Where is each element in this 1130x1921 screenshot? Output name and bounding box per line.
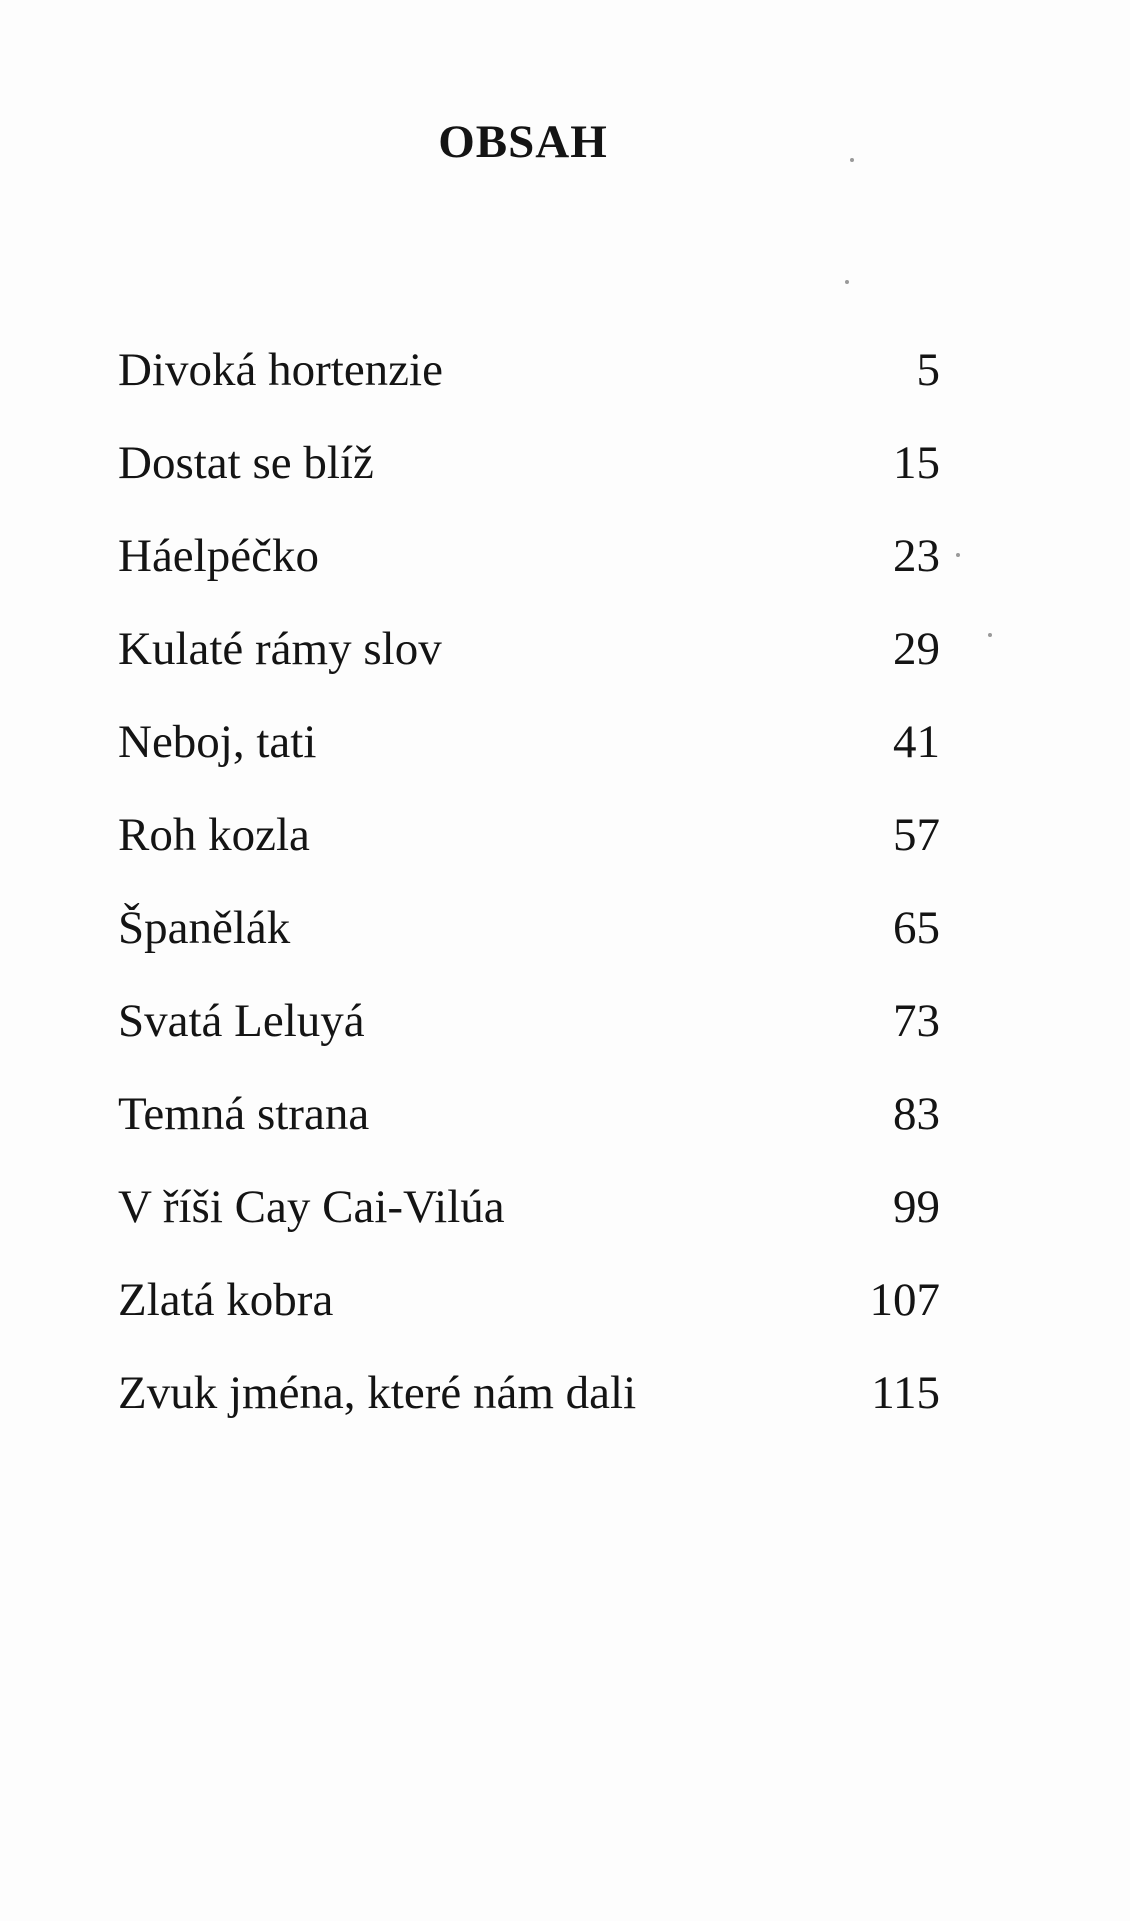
toc-entry-title: Zlatá kobra: [118, 1274, 334, 1326]
scan-speck: [988, 633, 992, 637]
toc-entry-title: Roh kozla: [118, 809, 310, 861]
toc-entry-title: Neboj, tati: [118, 716, 317, 768]
toc-entry: [118, 991, 940, 1084]
toc-entry: [118, 712, 940, 805]
toc-entry-title: Divoká hortenzie: [118, 344, 443, 396]
toc-entry-page-number: 15: [893, 437, 940, 489]
page-title: OBSAH: [438, 116, 608, 168]
toc-entry-title: Háelpéčko: [118, 530, 319, 582]
toc-entry-title: V říši Cay Cai-Vilúa: [118, 1181, 505, 1233]
toc-entry-title: Kulaté rámy slov: [118, 623, 442, 675]
toc-entry-page-number: 99: [893, 1181, 940, 1233]
toc-entry-page-number: 65: [893, 902, 940, 954]
toc-entry-page-number: 83: [893, 1088, 940, 1140]
toc-entry: [118, 340, 940, 433]
toc-entry-title: Svatá Leluyá: [118, 995, 365, 1047]
toc-entry-title: Temná strana: [118, 1088, 370, 1140]
toc-entry-page-number: 23: [893, 530, 940, 582]
toc-entry-page-number: 5: [916, 344, 940, 396]
toc-entry: [118, 433, 940, 526]
toc-entry: [118, 1177, 940, 1270]
toc-entry: [118, 1084, 940, 1177]
toc-entry: [118, 898, 940, 991]
toc-entry-page-number: 29: [893, 623, 940, 675]
toc-entry-page-number: 115: [871, 1367, 940, 1419]
scan-speck: [850, 158, 854, 162]
toc-entry-page-number: 107: [869, 1274, 940, 1326]
toc-entry-title: Dostat se blíž: [118, 437, 374, 489]
scan-speck: [956, 553, 960, 557]
toc-entry: [118, 526, 940, 619]
toc-entry: [118, 805, 940, 898]
toc-entry-title: Španělák: [118, 902, 291, 954]
toc-entry-title: Zvuk jména, které nám dali: [118, 1367, 637, 1419]
toc-entry-page-number: 57: [893, 809, 940, 861]
toc-entry-page-number: 73: [893, 995, 940, 1047]
toc-entry: [118, 1270, 940, 1363]
toc-entry: [118, 1363, 940, 1456]
table-of-contents: [118, 340, 940, 1456]
scan-speck: [845, 280, 849, 284]
toc-entry-page-number: 41: [893, 716, 940, 768]
toc-entry: [118, 619, 940, 712]
